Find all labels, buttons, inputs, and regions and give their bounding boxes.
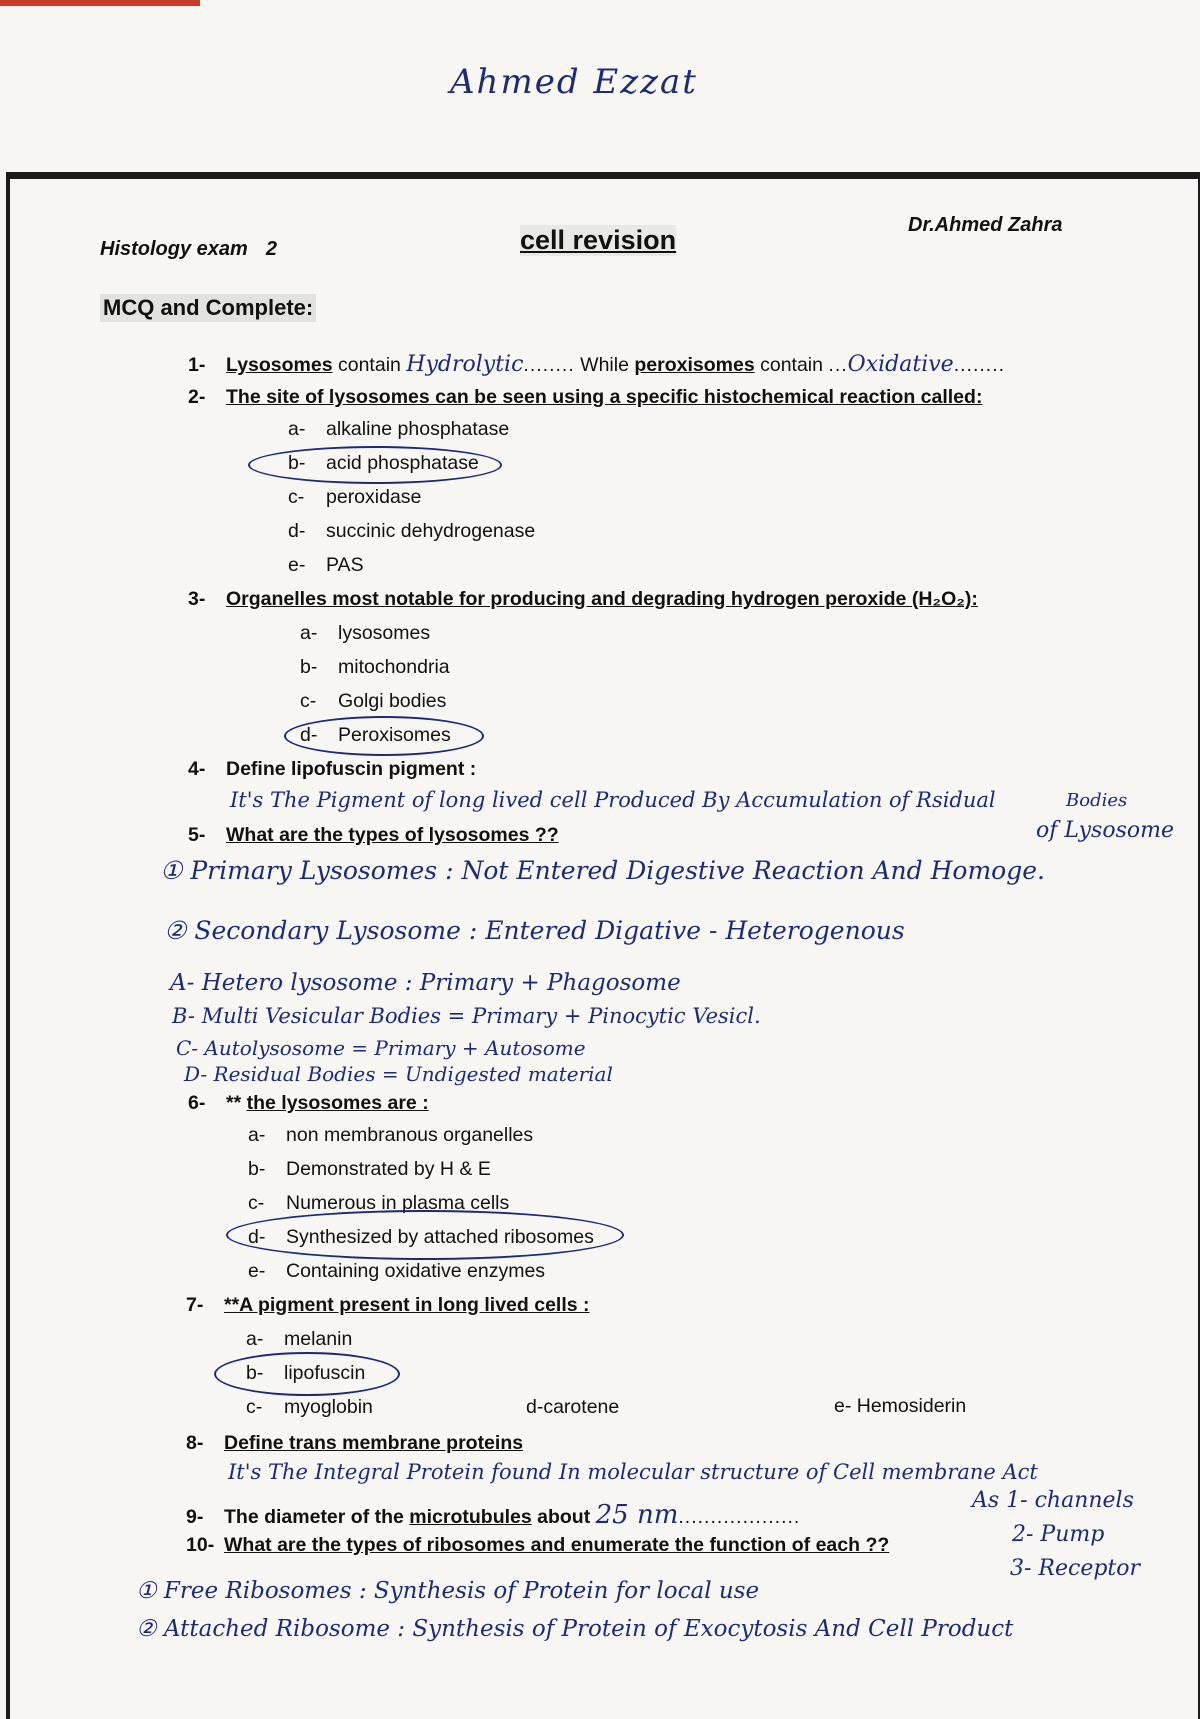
q8-side-note: As 1- channels xyxy=(972,1488,1134,1513)
option-text: Containing oxidative enzymes xyxy=(286,1260,546,1282)
option-letter: b- xyxy=(288,452,306,474)
option-letter: b- xyxy=(300,656,318,678)
instructor-name: Dr.Ahmed Zahra xyxy=(908,214,1063,236)
option-text: melanin xyxy=(284,1328,353,1350)
answer-circle xyxy=(226,1210,624,1260)
option-letter: d- xyxy=(288,520,306,542)
q3-option-a xyxy=(300,622,430,645)
question-text: Define lipofuscin pigment : xyxy=(226,758,477,780)
q8-side-note: 3- Receptor xyxy=(1010,1556,1141,1581)
option-text: myoglobin xyxy=(284,1396,373,1418)
q4-answer: Bodies xyxy=(1066,790,1128,811)
option-letter: c- xyxy=(300,690,317,712)
option-letter: d- xyxy=(248,1226,266,1248)
option-letter: a- xyxy=(288,418,306,440)
q4-answer: It's The Pigment of long lived cell Produced By Accumulation of Rsidual xyxy=(230,788,996,812)
revision-title: cell revision xyxy=(520,225,677,255)
q6-option-a xyxy=(248,1124,533,1147)
question-5 xyxy=(188,824,559,847)
q2-option-c xyxy=(288,486,421,509)
q3-option-b xyxy=(300,656,450,679)
q1-dots: ........ xyxy=(953,354,1006,376)
option-text: succinic dehydrogenase xyxy=(326,520,536,542)
q1-text: While xyxy=(574,354,635,376)
q5-answer: A- Hetero lysosome : Primary + Phagosome xyxy=(170,970,681,996)
q5-answer: D- Residual Bodies = Undigested material xyxy=(184,1062,613,1086)
question-4 xyxy=(188,758,476,781)
q10-answer: ② Attached Ribosome : Synthesis of Protein of Exocytosis And Cell Product xyxy=(136,1616,1014,1642)
option-letter: e- xyxy=(248,1260,266,1282)
q7-option-a xyxy=(246,1328,352,1351)
option-letter: e- xyxy=(288,554,306,576)
q6-option-b xyxy=(248,1158,491,1181)
question-text: The diameter of the xyxy=(224,1506,410,1528)
question-number: 2- xyxy=(188,386,206,408)
q7-option-d: d-carotene xyxy=(526,1396,620,1418)
q1-dots: ........ xyxy=(523,354,575,376)
option-text: PAS xyxy=(326,554,364,576)
question-number: 7- xyxy=(186,1294,204,1316)
q1-text: contain xyxy=(754,354,829,376)
option-text: lysosomes xyxy=(338,622,431,644)
q10-answer: ① Free Ribosomes : Synthesis of Protein for local use xyxy=(136,1578,760,1604)
option-text: Demonstrated by H & E xyxy=(286,1158,491,1180)
option-text: lipofuscin xyxy=(284,1362,366,1384)
question-number: 10- xyxy=(186,1534,215,1556)
q7-option-e: e- Hemosiderin xyxy=(834,1395,967,1417)
q1-term-lysosomes: Lysosomes xyxy=(226,354,333,376)
option-text: acid phosphatase xyxy=(326,452,479,474)
option-text: Peroxisomes xyxy=(338,724,451,746)
q3-option-c xyxy=(300,690,446,713)
q5-answer: ① Primary Lysosomes : Not Entered Digestive Reaction And Homoge. xyxy=(160,856,1045,885)
question-2 xyxy=(188,386,982,409)
answer-circle xyxy=(248,446,502,484)
q9-dots: ................... xyxy=(678,1506,801,1528)
question-number: 1- xyxy=(188,354,206,376)
q1-dots: ... xyxy=(828,354,848,376)
option-text: peroxidase xyxy=(326,486,422,508)
student-name: Ahmed Ezzat xyxy=(450,62,698,102)
question-text: about xyxy=(531,1506,596,1528)
q1-answer-1: Hydrolytic xyxy=(406,352,524,377)
q8-side-note: 2- Pump xyxy=(1012,1522,1105,1547)
question-number: 5- xyxy=(188,824,206,846)
question-number: 4- xyxy=(188,758,206,780)
question-text: What are the types of lysosomes ?? xyxy=(226,824,559,846)
question-1 xyxy=(188,352,1005,377)
q1-term-peroxisomes: peroxisomes xyxy=(634,354,755,376)
question-text: Organelles most notable for producing and degrading hydrogen peroxide (H₂O₂): xyxy=(226,588,978,610)
option-letter: d- xyxy=(300,724,318,746)
option-letter: a- xyxy=(246,1328,264,1350)
q5-answer: ② Secondary Lysosome : Entered Digative - Heterogenous xyxy=(164,916,905,945)
question-text: What are the types of ribosomes and enumerate the function of each ?? xyxy=(224,1534,890,1556)
answer-circle xyxy=(284,716,484,756)
option-text: mitochondria xyxy=(338,656,450,678)
q1-text: contain xyxy=(332,354,407,376)
question-prefix: ** xyxy=(226,1092,247,1114)
option-letter: a- xyxy=(248,1124,266,1146)
option-text: Numerous in plasma cells xyxy=(286,1192,510,1214)
q9-answer: 25 nm xyxy=(595,1500,679,1530)
q8-answer: It's The Integral Protein found In molecular structure of Cell membrane Act xyxy=(228,1460,1038,1484)
exam-title-text: Histology exam xyxy=(100,238,248,260)
question-text: Define trans membrane proteins xyxy=(224,1432,524,1454)
q2-option-e xyxy=(288,554,364,577)
exam-number: 2 xyxy=(265,238,277,260)
q2-option-d xyxy=(288,520,535,543)
q7-option-c xyxy=(246,1396,373,1419)
question-6 xyxy=(188,1092,429,1115)
option-text: Synthesized by attached ribosomes xyxy=(286,1226,594,1248)
option-letter: b- xyxy=(248,1158,266,1180)
question-number: 3- xyxy=(188,588,206,610)
q5-answer: B- Multi Vesicular Bodies = Primary + Pinocytic Vesicl. xyxy=(172,1004,761,1028)
q2-option-a xyxy=(288,418,509,441)
question-number: 9- xyxy=(186,1506,204,1528)
option-letter: c- xyxy=(246,1396,263,1418)
question-text: The site of lysosomes can be seen using a specific histochemical reaction called: xyxy=(226,386,983,408)
exam-title xyxy=(100,238,277,261)
question-text: **A pigment present in long lived cells : xyxy=(224,1294,590,1316)
question-3 xyxy=(188,588,978,611)
top-edge-mark xyxy=(0,0,200,6)
question-number: 6- xyxy=(188,1092,206,1114)
option-text: Golgi bodies xyxy=(338,690,447,712)
option-letter: c- xyxy=(248,1192,265,1214)
question-7 xyxy=(186,1294,590,1317)
option-text: alkaline phosphatase xyxy=(326,418,510,440)
q9-term-microtubules: microtubules xyxy=(409,1506,532,1528)
q6-option-e xyxy=(248,1260,545,1283)
q5-answer: C- Autolysosome = Primary + Autosome xyxy=(176,1036,586,1060)
option-letter: a- xyxy=(300,622,318,644)
section-title: MCQ and Complete: xyxy=(100,294,316,322)
question-text: the lysosomes are : xyxy=(246,1092,429,1114)
q1-answer-2: Oxidative xyxy=(847,352,954,377)
question-9 xyxy=(186,1500,800,1530)
question-8 xyxy=(186,1432,523,1455)
q4-answer: of Lysosome xyxy=(1036,818,1174,843)
question-number: 8- xyxy=(186,1432,204,1454)
question-10 xyxy=(186,1534,889,1557)
option-letter: b- xyxy=(246,1362,264,1384)
option-text: non membranous organelles xyxy=(286,1124,534,1146)
option-letter: c- xyxy=(288,486,305,508)
answer-circle xyxy=(214,1352,400,1396)
